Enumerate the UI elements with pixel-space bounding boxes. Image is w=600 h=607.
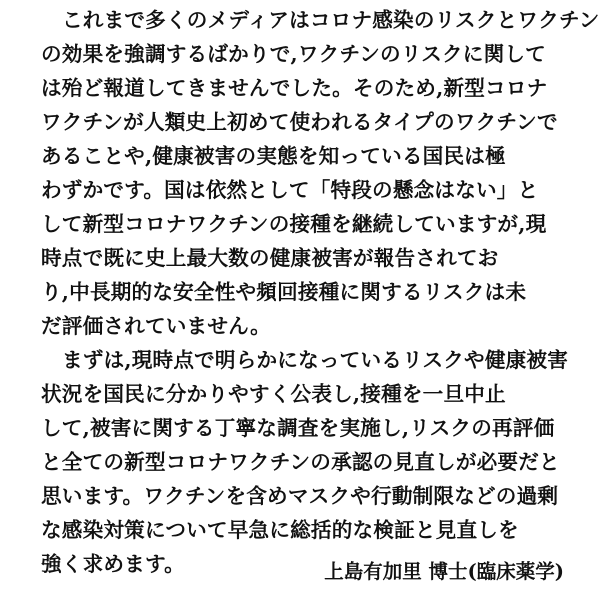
- paragraph-1-line-4: ワクチンが人類史上初めて使われるタイプのワクチンで: [41, 110, 558, 134]
- paragraph-2-line-3: して,被害に関する丁寧な調査を実施し,リスクの再評価: [41, 416, 555, 440]
- paragraph-1-line-3: は殆ど報道してきませんでした。そのため,新型コロナ: [41, 76, 548, 100]
- paragraph-1-line-2: の効果を強調するばかりで,ワクチンのリスクに関して: [41, 42, 546, 66]
- author-signature: 上島有加里 博士(臨床薬学): [324, 560, 564, 583]
- paragraph-2-line-7: 強く求めます。: [41, 552, 185, 576]
- paragraph-2-line-5: 思います。ワクチンを含めマスクや行動制限などの過剰: [41, 484, 559, 508]
- paragraph-1-line-10: だ評価されていません。: [41, 314, 271, 338]
- paragraph-1-line-6: わずかです。国は依然として「特段の懸念はない」と: [41, 178, 539, 202]
- paragraph-1-line-8: 時点で既に史上最大数の健康被害が報告されてお: [41, 246, 499, 270]
- paragraph-1-line-7: して新型コロナワクチンの接種を継続していますが,現: [41, 212, 547, 236]
- paragraph-2-line-2: 状況を国民に分かりやすく公表し,接種を一旦中止: [41, 382, 506, 406]
- paragraph-1-line-5: あることや,健康被害の実態を知っている国民は極: [41, 144, 506, 168]
- paragraph-2-line-4: と全ての新型コロナワクチンの承認の見直しが必要だと: [41, 450, 560, 474]
- paragraph-2-line-6: な感染対策について早急に総括的な検証と見直しを: [41, 518, 519, 542]
- paragraph-1-line-1: これまで多くのメディアはコロナ感染のリスクとワクチン: [62, 8, 600, 32]
- paragraph-1-line-9: り,中長期的な安全性や頻回接種に関するリスクは未: [41, 280, 527, 304]
- paragraph-2-line-1: まずは,現時点で明らかになっているリスクや健康被害: [62, 348, 569, 372]
